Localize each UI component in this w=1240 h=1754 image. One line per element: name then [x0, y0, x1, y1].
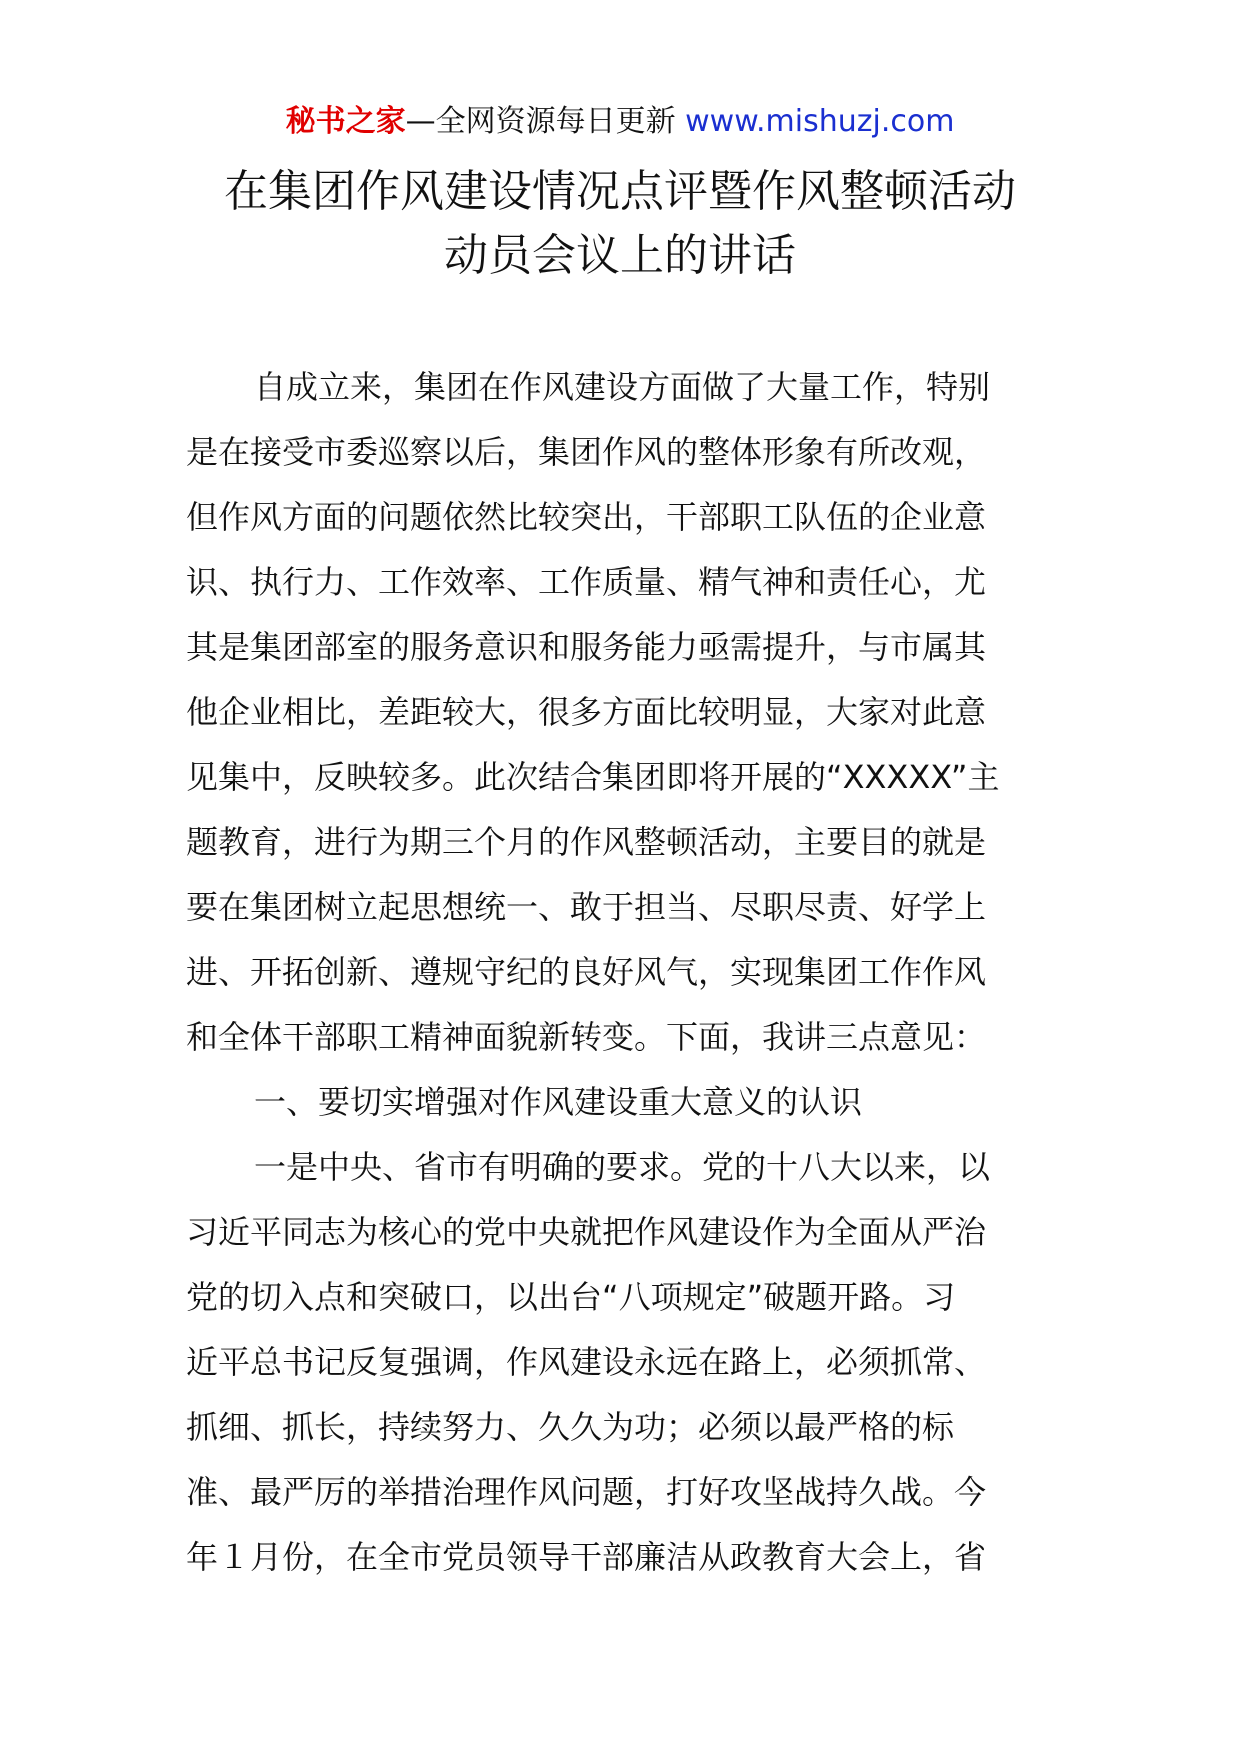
- paragraph-line: 其是集团部室的服务意识和服务能力亟需提升，与市属其: [186, 628, 987, 666]
- title-line-1: 在集团作风建设情况点评暨作风整顿活动: [224, 166, 1016, 217]
- title-line-2: 动员会议上的讲话: [444, 230, 796, 281]
- paragraph-line: 要在集团树立起思想统一、敢于担当、尽职尽责、好学上: [186, 888, 987, 926]
- paragraph-line: 是在接受市委巡察以后，集团作风的整体形象有所改观，: [186, 433, 987, 471]
- header-tagline: —全网资源每日更新: [405, 104, 676, 139]
- paragraph-line: 年１月份，在全市党员领导干部廉洁从政教育大会上，省: [186, 1538, 987, 1576]
- paragraph-line: 进、开拓创新、遵规守纪的良好风气，实现集团工作作风: [186, 953, 987, 991]
- paragraph-line: 和全体干部职工精神面貌新转变。下面，我讲三点意见：: [186, 1018, 987, 1056]
- paragraph-line: 但作风方面的问题依然比较突出，干部职工队伍的企业意: [186, 498, 987, 536]
- paragraph-line: 一是中央、省市有明确的要求。党的十八大以来，以: [254, 1148, 991, 1186]
- paragraph-line: 题教育，进行为期三个月的作风整顿活动，主要目的就是: [186, 823, 987, 861]
- brand-name: 秘书之家: [285, 104, 406, 139]
- paragraph-line: 识、执行力、工作效率、工作质量、精气神和责任心，尤: [186, 563, 987, 601]
- site-url-link[interactable]: www.mishuzj.com: [685, 104, 955, 139]
- paragraph-line: 见集中，反映较多。此次结合集团即将开展的“XXXXX”主: [186, 758, 1000, 796]
- paragraph-line: 他企业相比，差距较大，很多方面比较明显，大家对此意: [186, 693, 987, 731]
- paragraph-line: 准、最严厉的举措治理作风问题，打好攻坚战持久战。今: [186, 1473, 987, 1511]
- paragraph-line: 近平总书记反复强调，作风建设永远在路上，必须抓常、: [186, 1343, 987, 1381]
- document-title: [0, 160, 1240, 288]
- site-header: [0, 100, 1240, 144]
- paragraph-line: 自成立来，集团在作风建设方面做了大量工作，特别: [254, 368, 991, 406]
- section-heading: 一、要切实增强对作风建设重大意义的认识: [254, 1083, 863, 1121]
- paragraph-line: 党的切入点和突破口，以出台“八项规定”破题开路。习: [186, 1278, 956, 1316]
- paragraph-line: 抓细、抓长，持续努力、久久为功；必须以最严格的标: [186, 1408, 955, 1446]
- paragraph-line: 习近平同志为核心的党中央就把作风建设作为全面从严治: [186, 1213, 987, 1251]
- document-body: [186, 355, 1066, 1590]
